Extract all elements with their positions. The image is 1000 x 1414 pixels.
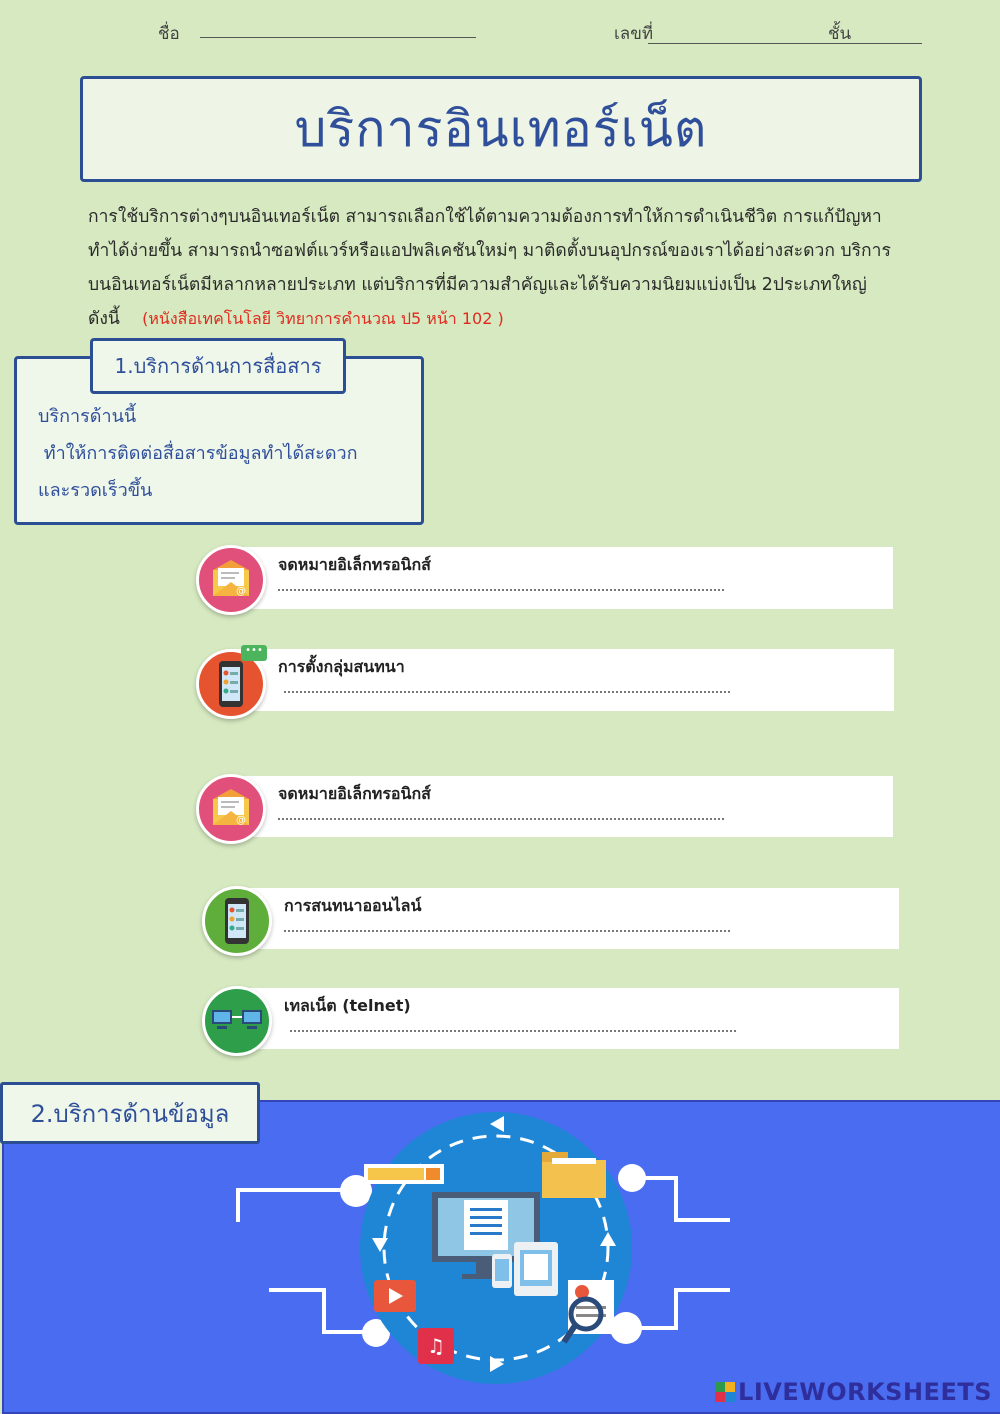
name-line[interactable] [200, 37, 476, 38]
answer-line[interactable] [290, 1016, 736, 1032]
number-label: เลขที่ [614, 24, 654, 44]
service-row-telnet [232, 988, 899, 1049]
service-label: จดหมายอิเล็กทรอนิกส์ [278, 784, 431, 803]
svg-text:♫: ♫ [427, 1334, 445, 1358]
svg-text:@: @ [236, 815, 246, 826]
intro-paragraph [88, 200, 908, 336]
section2-title: 2.บริการด้านข้อมูล [0, 1082, 260, 1144]
svg-text:@: @ [236, 586, 246, 597]
data-services-illustration [4, 1102, 1000, 1412]
service-row-online-chat [232, 888, 899, 949]
title-box [80, 76, 922, 182]
section1-desc-line: ทำให้การติดต่อสื่อสารข้อมูลทำได้สะดวก [38, 443, 358, 464]
answer-line[interactable] [284, 677, 730, 693]
service-label: จดหมายอิเล็กทรอนิกส์ [278, 555, 431, 574]
intro-line: บนอินเทอร์เน็ตมีหลากหลายประเภท แต่บริการที่มีความสำคัญและได้รับความนิยมแบ่งเป็น 2ประเภทใหญ่ [88, 275, 867, 295]
service-row-email-2 [226, 776, 893, 837]
intro-last-text: ดังนี้ [88, 309, 120, 329]
network-icon [202, 986, 272, 1056]
phone-chat-icon [202, 886, 272, 956]
section1-desc-line: บริการด้านนี้ [38, 406, 137, 427]
section2-panel [2, 1100, 1000, 1414]
chat-bubble-icon: ••• [241, 645, 267, 661]
liveworksheets-logo [715, 1378, 992, 1406]
email-icon [196, 774, 266, 844]
service-row-chat-group [226, 649, 894, 711]
service-label: การสนทนาออนไลน์ [284, 896, 422, 915]
answer-line[interactable] [284, 916, 730, 932]
section1-desc-line: และรวดเร็วขึ้น [38, 480, 153, 501]
number-class-line[interactable] [648, 43, 922, 44]
intro-line-last [88, 302, 908, 336]
answer-line[interactable] [278, 575, 724, 591]
service-row-email [226, 547, 893, 609]
intro-line: การใช้บริการต่างๆบนอินเทอร์เน็ต สามารถเลือกใช้ได้ตามความต้องการทำให้การดำเนินชีวิต การแก้ปัญหา [88, 207, 882, 227]
logo-badge-icon [715, 1382, 735, 1402]
intro-line: ทำได้ง่ายขึ้น สามารถนำซอฟต์แวร์หรือแอปพลิเคชันใหม่ๆ มาติดตั้งบนอุปกรณ์ของเราได้อย่างสะดวก บริการ [88, 241, 891, 261]
email-icon [196, 545, 266, 615]
name-label: ชื่อ [158, 24, 180, 44]
service-label: เทลเน็ต (telnet) [284, 996, 411, 1015]
service-label: การตั้งกลุ่มสนทนา [278, 657, 405, 676]
class-label: ชั้น [828, 24, 852, 44]
section1-description [38, 398, 358, 509]
logo-text: LIVEWORKSHEETS [738, 1378, 992, 1406]
answer-line[interactable] [278, 804, 724, 820]
page-title: บริการอินเทอร์เน็ต [294, 99, 708, 158]
section1-title: 1.บริการด้านการสื่อสาร [90, 338, 346, 394]
citation: (หนังสือเทคโนโลยี วิทยาการคำนวณ ป5 หน้า 102 ) [142, 309, 504, 328]
